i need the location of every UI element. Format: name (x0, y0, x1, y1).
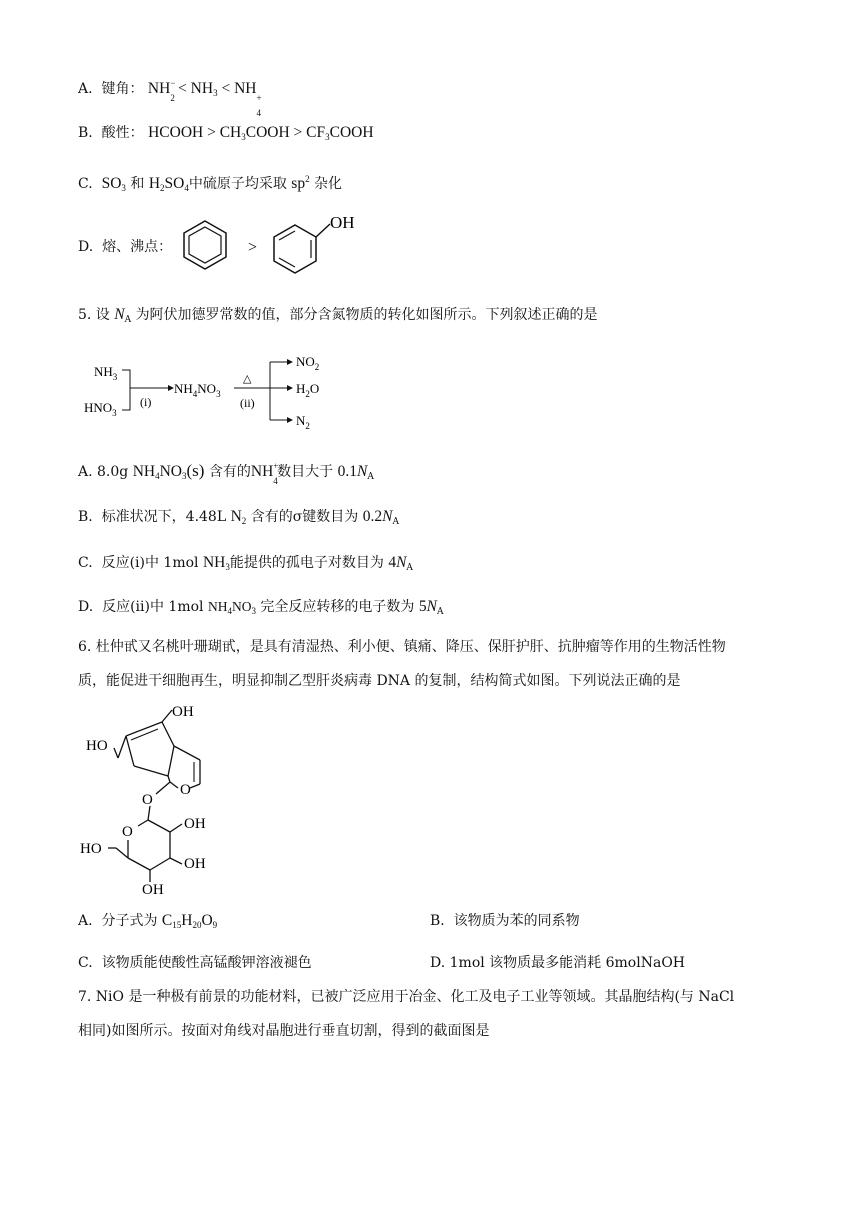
q6-option-a: A. 分子式为 $C_{15}H_{20}O_9$ (78, 912, 218, 930)
step-ii-label: (ii) (240, 396, 255, 410)
label-oh-r2: OH (184, 856, 206, 872)
q4-option-d: D. 熔、沸点： (78, 239, 173, 255)
reactant-nh3: $NH_3$ (94, 364, 118, 382)
q5-stem: 5. 设 $N_A$ 为阿伏加德罗常数的值，部分含氮物质的转化如图所示。下列叙述正确的是 (78, 306, 598, 325)
heat-symbol: △ (243, 373, 252, 385)
q5-option-c: C. 反应(i)中 1mol $NH_3$能提供的孤电子对数目为 $4N_A$ (78, 554, 413, 573)
output-n2: $N_2$ (296, 413, 310, 431)
label-ho-sugar: HO (80, 841, 102, 857)
phenol-oh-label: OH (330, 213, 355, 232)
label-o-link: O (142, 792, 153, 808)
label-oh-top: OH (172, 704, 194, 720)
label-oh-r1: OH (184, 816, 206, 832)
q6-option-b: B. 该物质为苯的同系物 (430, 913, 580, 929)
q7-stem (78, 980, 778, 1048)
label-ho-left: HO (86, 738, 108, 754)
greater-than-sign: > (248, 239, 258, 256)
reactant-hno3: $HNO_3$ (84, 400, 117, 418)
q7-stem-line2: 相同)如图所示。按面对角线对晶胞进行垂直切割，得到的截面图是 (78, 1023, 490, 1039)
label-o-ring: O (180, 782, 191, 798)
q6-option-c: C. 该物质能使酸性高锰酸钾溶液褪色 (78, 955, 312, 971)
q6-structure (78, 698, 258, 898)
product-nh4no3: $NH_4NO_3$ (174, 381, 221, 399)
output-h2o: $H_2O$ (296, 381, 320, 399)
q7-stem-line1: 7. NiO 是一种极有前景的功能材料，已被广泛应用于冶金、化工及电子工业等领域。其晶胞结构(与 NaCl (78, 989, 735, 1005)
q6-stem (78, 630, 778, 698)
label-o-sugar: O (122, 824, 133, 840)
q4-d-structures (170, 208, 390, 278)
q5-option-a: A. 8.0g $NH_4NO_3(s)$ 含有的NH + 4 数目大于 $0.1N_A$ (78, 461, 374, 486)
step-i-label: (i) (140, 395, 152, 409)
q5-reaction-diagram (80, 348, 340, 438)
q5-option-d: D. 反应(ii)中 1mol $NH_4NO_3$ 完全反应转移的电子数为 $5N_A$ (78, 598, 444, 617)
q4-option-c: C. $SO_3$ 和 $H_2SO_4$中硫原子均采取 $sp^2$ 杂化 (78, 174, 343, 193)
q6-option-d: D. 1mol 该物质最多能消耗 6molNaOH (430, 955, 686, 971)
q4-option-b: B. 酸性： HCOOH > $CH_3COOH$ > $CF_3COOH$ (78, 124, 374, 142)
q4-option-a: A. 键角： NH − 2 < $NH_3$ < NH + 4 (78, 78, 262, 118)
label-oh-bottom: OH (142, 882, 164, 898)
q6-stem-line2: 质，能促进干细胞再生，明显抑制乙型肝炎病毒 DNA 的复制，结构简式如图。下列说法正确的是 (78, 673, 681, 689)
output-no2: $NO_2$ (296, 354, 320, 372)
q5-option-b: B. 标准状况下，4.48L $N_2$ 含有的σ键数目为 $0.2N_A$ (78, 508, 399, 527)
q6-stem-line1: 6. 杜仲甙又名桃叶珊瑚甙，是具有清湿热、利小便、镇痛、降压、保肝护肝、抗肿瘤等作用的生物活性物 (78, 639, 726, 655)
